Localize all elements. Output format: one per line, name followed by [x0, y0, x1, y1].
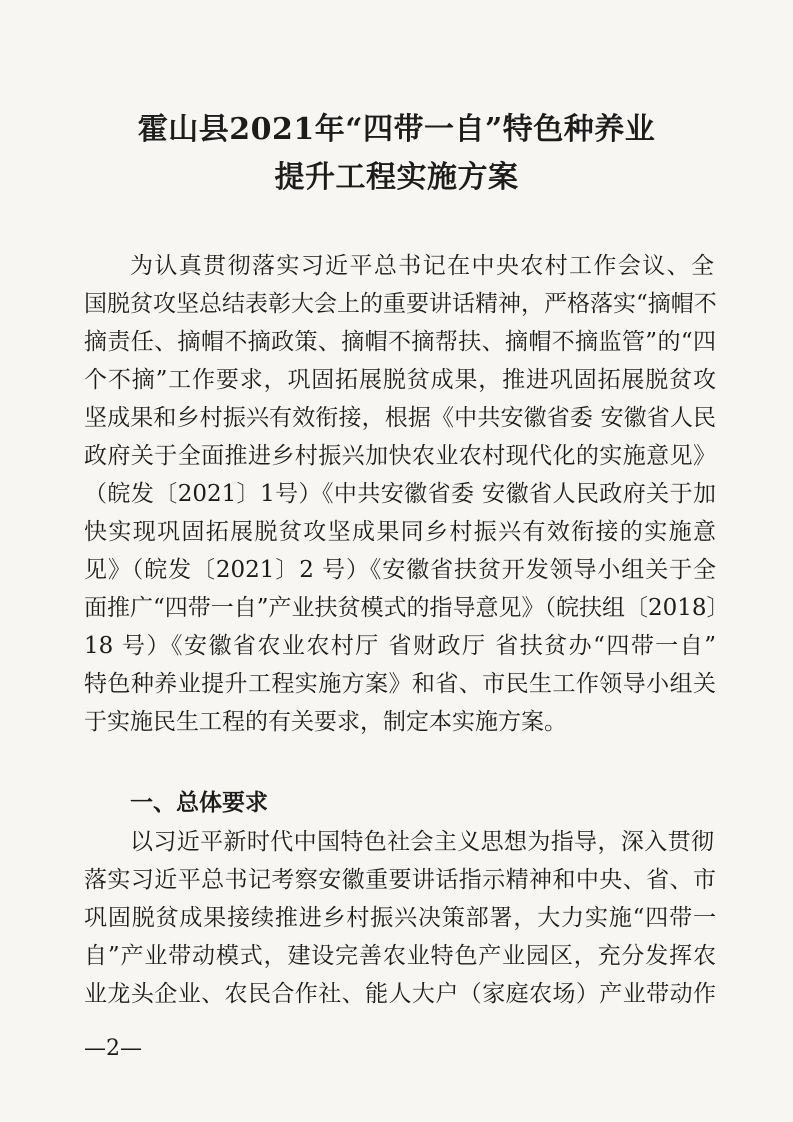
document-title-line-2: 提升工程实施方案	[274, 160, 519, 195]
paragraph-1-line: 为认真贯彻落实习近平总书记在中央农村工作会议、全	[130, 253, 714, 279]
paragraph-2-line: 巩固脱贫成果接续推进乡村振兴决策部署，大力实施“四带一	[84, 905, 716, 931]
paragraph-1-line: 于实施民生工程的有关要求，制定本实施方案。	[84, 709, 567, 735]
paragraph-1-line: 18 号）《安徽省农业农村厅 省财政厅 省扶贫办“四带一自”	[84, 633, 716, 659]
paragraph-2-line: 自”产业带动模式，建设完善农业特色产业园区，充分发挥农	[84, 943, 716, 969]
paragraph-2-line: 业龙头企业、农民合作社、能人大户（家庭农场）产业带动作	[84, 981, 716, 1007]
section-1-heading: 一、总体要求	[130, 790, 268, 816]
paragraph-1-line: 坚成果和乡村振兴有效衔接，根据《中共安徽省委 安徽省人民	[84, 405, 716, 431]
paragraph-1-line: 快实现巩固拓展脱贫攻坚成果同乡村振兴有效衔接的实施意	[84, 519, 716, 545]
paragraph-1-line: 摘责任、摘帽不摘政策、摘帽不摘帮扶、摘帽不摘监管”的“四	[84, 329, 716, 355]
paragraph-1-line: 政府关于全面推进乡村振兴加快农业农村现代化的实施意见》	[84, 443, 716, 469]
page-number: —2—	[84, 1036, 142, 1061]
paragraph-1-line: 国脱贫攻坚总结表彰大会上的重要讲话精神，严格落实“摘帽不	[84, 291, 717, 317]
paragraph-1-line: 特色种养业提升工程实施方案》和省、市民生工作领导小组关	[84, 671, 716, 697]
paragraph-2-line: 落实习近平总书记考察安徽重要讲话指示精神和中央、省、市	[84, 867, 716, 893]
paragraph-1-line: 面推广“四带一自”产业扶贫模式的指导意见》（皖扶组〔2018〕	[84, 595, 730, 621]
paragraph-2-line: 以习近平新时代中国特色社会主义思想为指导，深入贯彻	[130, 829, 714, 855]
paragraph-1-line: 个不摘”工作要求，巩固拓展脱贫成果，推进巩固拓展脱贫攻	[84, 367, 716, 393]
document-title-line-1: 霍山县2021年“四带一自”特色种养业	[137, 112, 656, 147]
paragraph-1-line: 见》（皖发〔2021〕2 号）《安徽省扶贫开发领导小组关于全	[84, 557, 716, 583]
paragraph-1-line: （皖发〔2021〕1号）《中共安徽省委 安徽省人民政府关于加	[84, 481, 716, 507]
